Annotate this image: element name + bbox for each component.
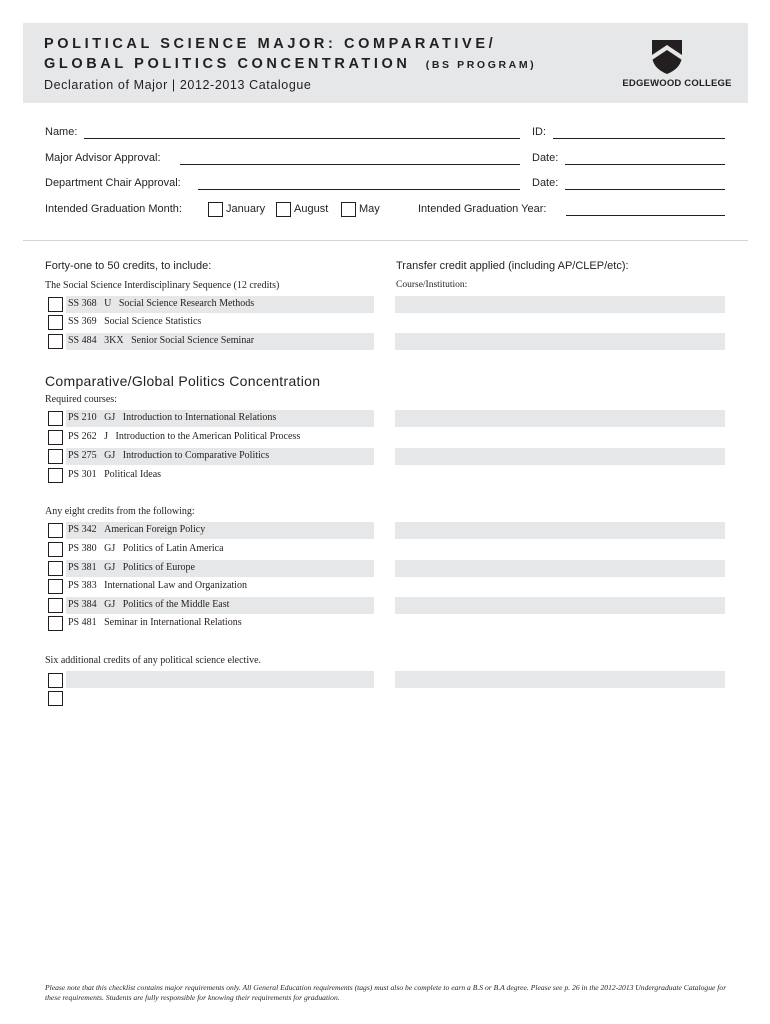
course-row-text: PS 342 American Foreign Policy xyxy=(68,524,206,535)
chair-date-label: Date: xyxy=(532,177,559,189)
name-label: Name: xyxy=(45,126,78,138)
advisor-date-field[interactable] xyxy=(565,164,725,165)
advisor-approval-field[interactable] xyxy=(180,164,520,165)
course-checkbox[interactable] xyxy=(48,449,63,464)
additional-credits-label: Six additional credits of any political science elective. xyxy=(45,655,262,666)
page-subtitle: Declaration of Major | 2012-2013 Catalogue xyxy=(44,78,312,92)
grad-year-label: Intended Graduation Year: xyxy=(418,203,547,215)
elective-courses-label: Any eight credits from the following: xyxy=(45,506,195,517)
section-divider xyxy=(23,240,748,241)
course-checkbox[interactable] xyxy=(48,598,63,613)
course-row xyxy=(66,597,374,614)
transfer-field[interactable] xyxy=(395,296,725,313)
course-checkbox[interactable] xyxy=(48,561,63,576)
course-row-text: PS 384 GJ Politics of the Middle East xyxy=(68,599,230,610)
course-row xyxy=(66,560,374,577)
course-row xyxy=(66,578,374,595)
advisor-date-label: Date: xyxy=(532,152,559,164)
month-january-checkbox[interactable] xyxy=(208,202,223,217)
concentration-heading: Comparative/Global Politics Concentration xyxy=(45,373,321,389)
transfer-heading: Transfer credit applied (including AP/CLEP/etc): xyxy=(396,260,629,272)
transfer-field[interactable] xyxy=(395,333,725,350)
course-checkbox[interactable] xyxy=(48,616,63,631)
title-line-2-text: GLOBAL POLITICS CONCENTRATION xyxy=(44,56,411,72)
course-row xyxy=(66,448,374,465)
course-row-text: PS 380 GJ Politics of Latin America xyxy=(68,543,224,554)
id-field[interactable] xyxy=(553,138,725,139)
course-row xyxy=(66,314,374,331)
elective-checkbox[interactable] xyxy=(48,673,63,688)
title-program: (BS PROGRAM) xyxy=(425,59,537,71)
footnote: Please note that this checklist contains major requirements only. All General Education requirements (tags) must also be complete to earn a B.S or B.A degree. Please see p. 26 in the 2012-2013 Undergraduate Catalogue for these requirements. Students are fully responsible for knowing their requirements for graduation. xyxy=(45,983,727,1002)
course-row-text: SS 484 3KX Senior Social Science Seminar xyxy=(68,335,255,346)
transfer-field[interactable] xyxy=(395,522,725,539)
month-august-checkbox[interactable] xyxy=(276,202,291,217)
college-logo-text: EDGEWOOD COLLEGE xyxy=(622,78,732,89)
month-may-checkbox[interactable] xyxy=(341,202,356,217)
transfer-field[interactable] xyxy=(395,410,725,427)
transfer-course-label: Course/Institution: xyxy=(396,280,468,290)
grad-month-label: Intended Graduation Month: xyxy=(45,203,182,215)
course-row-text: PS 262 J Introduction to the American Political Process xyxy=(68,431,301,442)
sequence-label: The Social Science Interdisciplinary Sequence (12 credits) xyxy=(45,280,280,291)
header-banner xyxy=(23,23,748,103)
course-row-text: SS 369 Social Science Statistics xyxy=(68,316,202,327)
course-row xyxy=(66,541,374,558)
course-row-text: PS 275 GJ Introduction to Comparative Politics xyxy=(68,450,270,461)
course-row xyxy=(66,522,374,539)
course-row xyxy=(66,429,374,446)
chair-approval-field[interactable] xyxy=(198,189,520,190)
advisor-approval-label: Major Advisor Approval: xyxy=(45,152,161,164)
name-field[interactable] xyxy=(84,138,520,139)
course-row-text: PS 301 Political Ideas xyxy=(68,469,162,480)
chair-approval-label: Department Chair Approval: xyxy=(45,177,181,189)
elective-checkbox[interactable] xyxy=(48,691,63,706)
college-logo-shield-icon xyxy=(651,39,683,75)
course-row-text: PS 381 GJ Politics of Europe xyxy=(68,562,195,573)
course-checkbox[interactable] xyxy=(48,579,63,594)
course-checkbox[interactable] xyxy=(48,315,63,330)
course-row xyxy=(66,296,374,313)
course-checkbox[interactable] xyxy=(48,411,63,426)
transfer-field[interactable] xyxy=(395,671,725,688)
course-checkbox[interactable] xyxy=(48,334,63,349)
grad-year-field[interactable] xyxy=(566,215,725,216)
month-august-label: August xyxy=(294,203,329,215)
month-may-label: May xyxy=(359,203,380,215)
course-checkbox[interactable] xyxy=(48,523,63,538)
id-label: ID: xyxy=(532,126,547,138)
elective-entry-field[interactable] xyxy=(66,671,374,688)
course-row-text: PS 481 Seminar in International Relations xyxy=(68,617,242,628)
page-title xyxy=(44,34,536,75)
title-line-2 xyxy=(44,54,536,75)
course-row-text: PS 210 GJ Introduction to International Relations xyxy=(68,412,277,423)
course-row-text: SS 368 U Social Science Research Methods xyxy=(68,298,255,309)
required-courses-label: Required courses: xyxy=(45,394,117,405)
title-line-1: POLITICAL SCIENCE MAJOR: COMPARATIVE/ xyxy=(44,36,497,52)
credits-heading: Forty-one to 50 credits, to include: xyxy=(45,260,212,272)
chair-date-field[interactable] xyxy=(565,189,725,190)
transfer-field[interactable] xyxy=(395,597,725,614)
course-row xyxy=(66,410,374,427)
course-checkbox[interactable] xyxy=(48,297,63,312)
month-january-label: January xyxy=(226,203,266,215)
course-checkbox[interactable] xyxy=(48,542,63,557)
course-row xyxy=(66,467,374,484)
course-checkbox[interactable] xyxy=(48,468,63,483)
course-row-text: PS 383 International Law and Organization xyxy=(68,580,247,591)
transfer-field[interactable] xyxy=(395,560,725,577)
transfer-field[interactable] xyxy=(395,448,725,465)
course-row xyxy=(66,333,374,350)
course-checkbox[interactable] xyxy=(48,430,63,445)
course-row xyxy=(66,615,374,632)
